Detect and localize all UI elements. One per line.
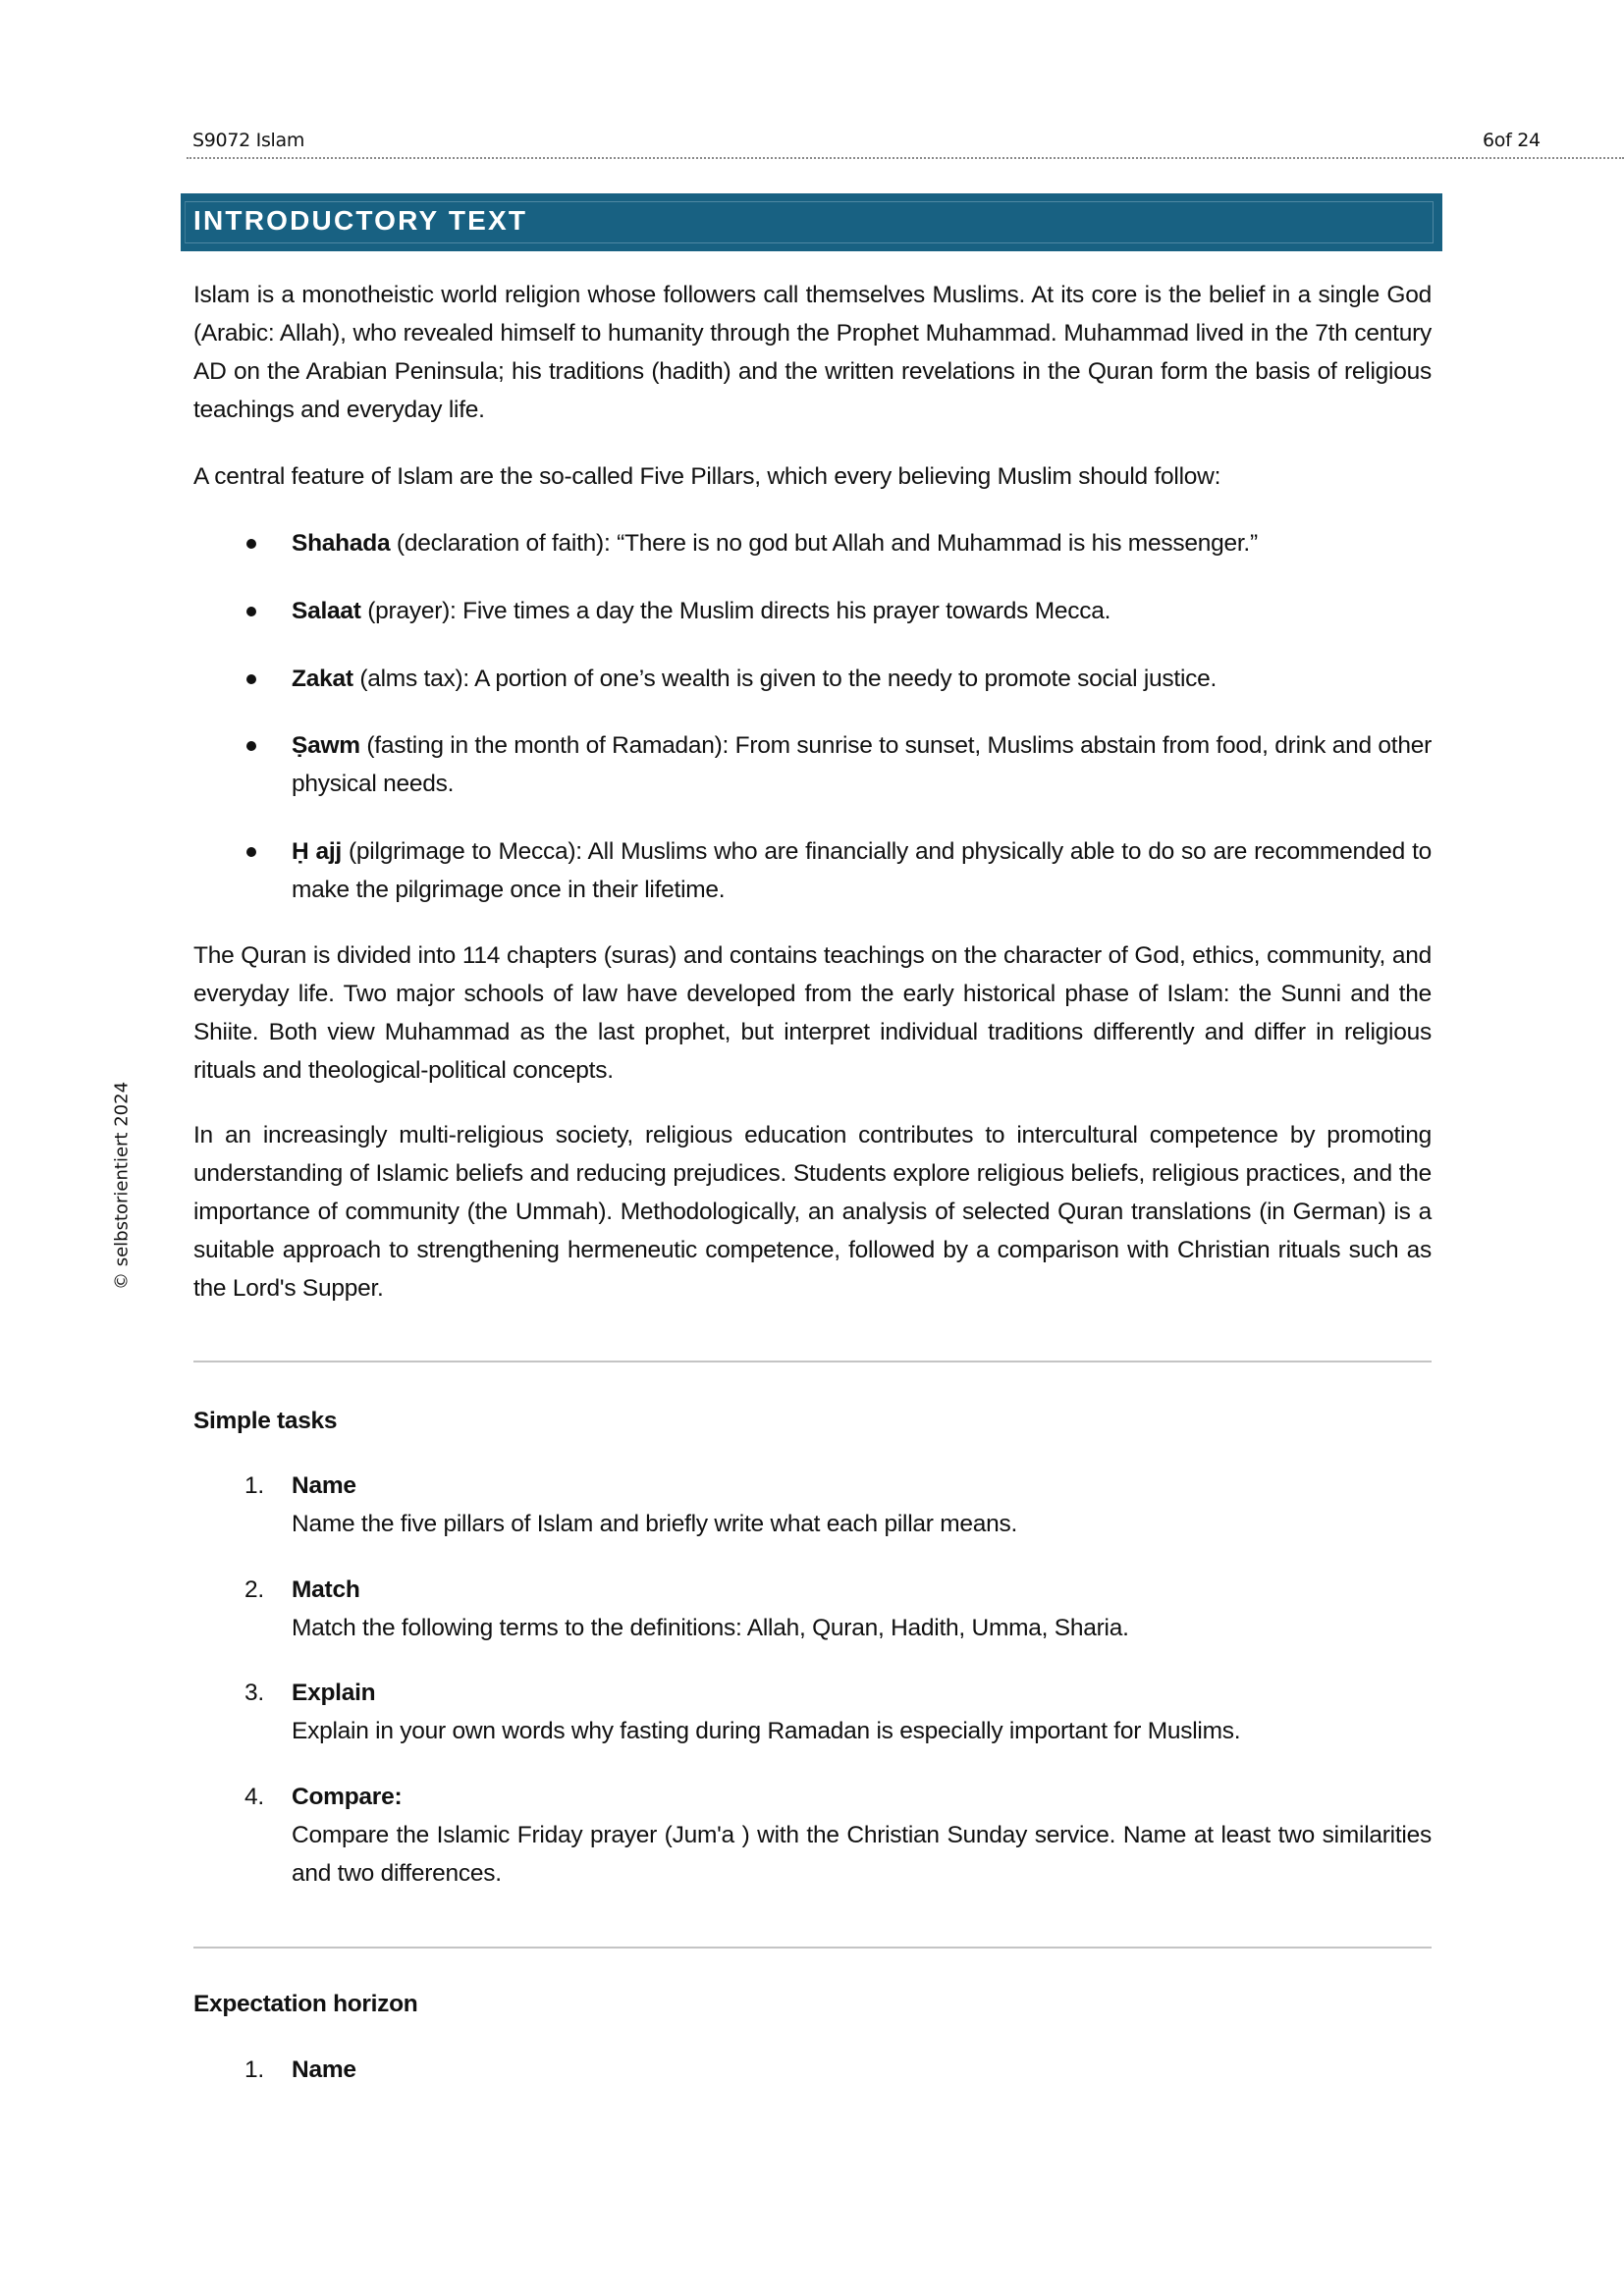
expectation-horizon-heading: Expectation horizon <box>193 1991 418 2017</box>
bullet-icon <box>246 847 256 857</box>
expectation-heading: Name <box>292 2056 356 2083</box>
intro-paragraph-3: The Quran is divided into 114 chapters (suras) and contains teachings on the character of God, ethics, community, and everyday life. Two major schools of law have developed from the early historical phase of Islam: the Sunni and the Shiite. Both view Muhammad as the last prophet, but interpret individual traditions differently and differ in religious rituals and theological-political concepts. <box>193 942 1432 1084</box>
task-heading: Match <box>292 1576 360 1603</box>
pillar-term: Shahada <box>292 530 391 557</box>
task-description: Compare the Islamic Friday prayer (Jum'a ) with the Christian Sunday service. Name at least two similarities and two differences. <box>292 1822 1432 1887</box>
bullet-icon <box>246 539 256 549</box>
pillar-term: Zakat <box>292 666 353 692</box>
pillar-term: Ḥ ajj <box>292 838 342 865</box>
copyright-notice: © selbstorientiert 2024 <box>111 1081 133 1291</box>
task-number: 2. <box>244 1576 264 1603</box>
bullet-icon <box>246 674 256 684</box>
section-banner <box>181 193 1442 251</box>
pillar-term: Salaat <box>292 598 361 624</box>
task-description: Name the five pillars of Islam and briefly write what each pillar means. <box>292 1511 1018 1537</box>
intro-paragraph-1: Islam is a monotheistic world religion whose followers call themselves Muslims. At its core is the belief in a single God (Arabic: Allah), who revealed himself to humanity through the Prophet Muhammad. Muhammad lived in the 7th century AD on the Arabian Peninsula; his traditions (hadith) and the written revelations in the Quran form the basis of religious teachings and everyday life. <box>193 282 1432 423</box>
intro-paragraph-4: In an increasingly multi-religious society, religious education contributes to intercultural competence by promoting understanding of Islamic beliefs and reducing prejudices. Students explore religious beliefs, religious practices, and the importance of community (the Ummah). Methodologically, an analysis of selected Quran translations (in German) is a suitable approach to strengthening hermeneutic competence, followed by a comparison with Christian rituals such as the Lord's Supper. <box>193 1122 1432 1302</box>
task-number: 1. <box>244 1472 264 1499</box>
pillar-description: (alms tax): A portion of one’s wealth is given to the needy to promote social justice. <box>352 666 1218 692</box>
section-banner-title: INTRODUCTORY TEXT <box>193 205 528 236</box>
bullet-icon <box>246 607 256 616</box>
task-heading: Compare: <box>292 1784 403 1810</box>
task-description: Match the following terms to the definitions: Allah, Quran, Hadith, Umma, Sharia. <box>292 1615 1129 1641</box>
document-title: S9072 Islam <box>192 130 305 151</box>
pillar-description: (pilgrimage to Mecca): All Muslims who are financially and physically able to do so are recommended to make the pilgrimage once in their lifetime. <box>292 838 1432 903</box>
task-heading: Explain <box>292 1680 376 1706</box>
expectation-number: 1. <box>244 2056 264 2083</box>
section-divider <box>193 1361 1432 1362</box>
pillar-description: (declaration of faith): “There is no god but Allah and Muhammad is his messenger.” <box>390 530 1258 557</box>
pillar-description: (prayer): Five times a day the Muslim directs his prayer towards Mecca. <box>360 598 1111 624</box>
bullet-icon <box>246 741 256 751</box>
intro-paragraph-2: A central feature of Islam are the so-called Five Pillars, which every believing Muslim should follow: <box>193 463 1221 490</box>
pillar-description: (fasting in the month of Ramadan): From sunrise to sunset, Muslims abstain from food, drink and other physical needs. <box>292 732 1432 797</box>
simple-tasks-heading: Simple tasks <box>193 1408 338 1434</box>
task-description: Explain in your own words why fasting during Ramadan is especially important for Muslims. <box>292 1718 1241 1744</box>
pillar-term: Ṣawm <box>292 732 360 759</box>
task-number: 3. <box>244 1680 264 1706</box>
header-divider <box>187 157 1624 159</box>
task-number: 4. <box>244 1784 264 1810</box>
page-indicator: 6of 24 <box>1483 130 1541 151</box>
section-divider <box>193 1947 1432 1949</box>
task-heading: Name <box>292 1472 356 1499</box>
